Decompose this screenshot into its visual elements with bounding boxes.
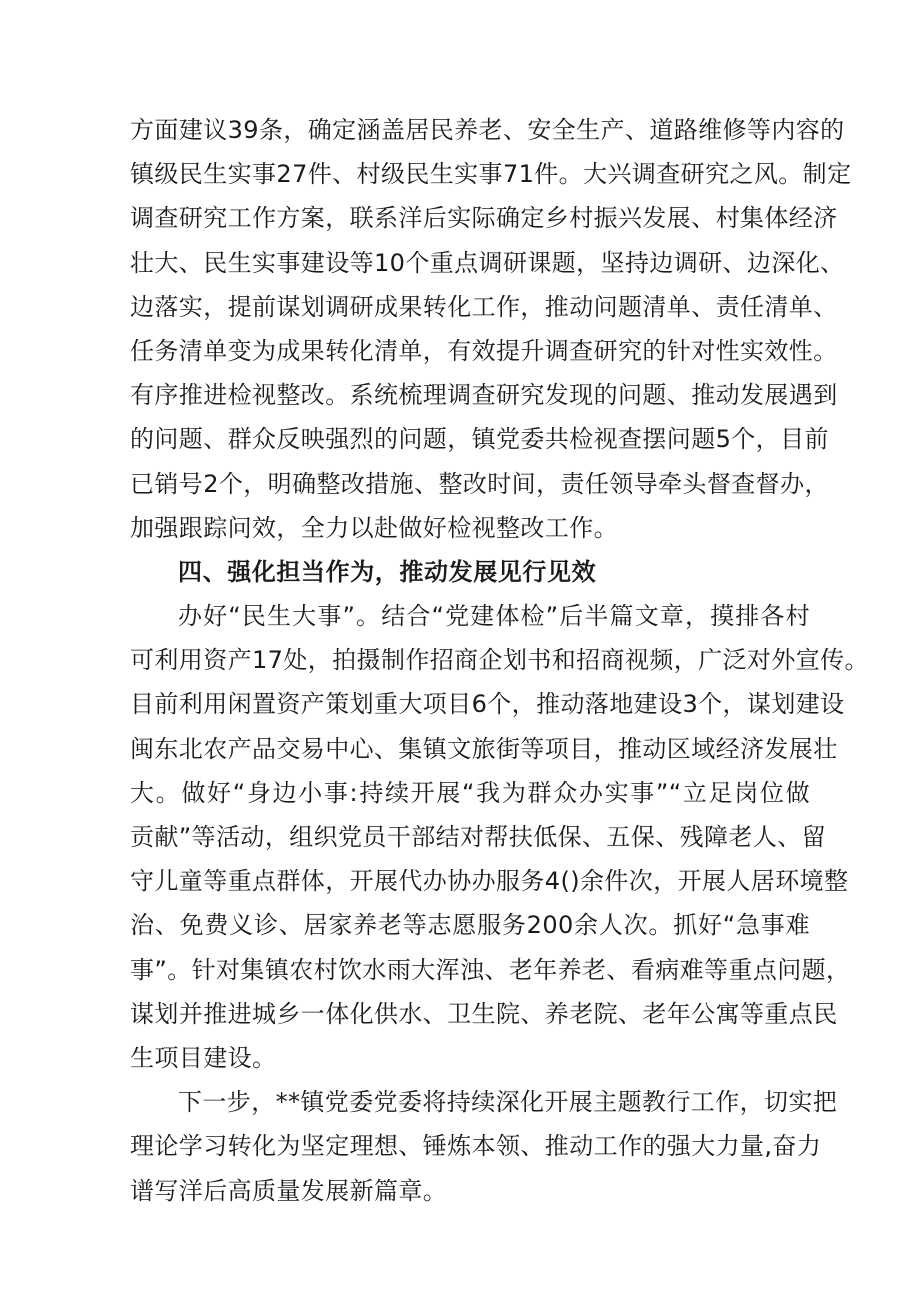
text-line: 治、免费义诊、居家养老等志愿服务200余人次。抓好“急事难 xyxy=(130,911,810,940)
text-line: 的问题、群众反映强烈的问题，镇党委共检视查摆问题5个，目前 xyxy=(130,425,829,454)
section-heading: 四、强化担当作为，推动发展见行见效 xyxy=(178,557,597,586)
text-line: 理论学习转化为坚定理想、锤炼本领、推动工作的强大力量,奋力 xyxy=(130,1132,822,1161)
text-line: 方面建议39条，确定涵盖居民养老、安全生产、道路维修等内容的 xyxy=(130,116,845,144)
text-line: 边落实，提前谋划调研成果转化工作，推动问题清单、责任清单、 xyxy=(130,292,838,321)
text-line: 可利用资产17处，拍摄制作招商企划书和招商视频，广泛对外宣传。 xyxy=(130,646,869,675)
text-line: 壮大、民生实事建设等10个重点调研课题，坚持边调研、边深化、 xyxy=(130,248,845,277)
text-line: 生项目建设。 xyxy=(130,1043,277,1072)
text-line: 目前利用闲置资产策划重大项目6个，推动落地建设3个，谋划建设 xyxy=(130,690,845,719)
text-line: 办好“民生大事”。结合“党建体检”后半篇文章，摸排各村 xyxy=(178,602,810,631)
text-line: 有序推进检视整改。系统梳理调查研究发现的问题、推动发展遇到 xyxy=(130,381,838,410)
text-line: 大。做好“身边小事:持续开展“我为群众办实事”“立足岗位做 xyxy=(130,778,810,807)
text-line: 镇级民生实事27件、村级民生实事71件。大兴调查研究之风。制定 xyxy=(130,160,852,189)
text-line: 谱写洋后高质量发展新篇章。 xyxy=(130,1176,448,1205)
document-body xyxy=(130,108,869,1213)
text-line: 加强跟踪问效，全力以赴做好检视整改工作。 xyxy=(130,513,618,542)
text-line: 守儿童等重点群体，开展代办协办服务4()余件次，开展人居环境整 xyxy=(130,867,849,896)
text-line: 下一步，**镇党委党委将持续深化开展主题教行工作，切实把 xyxy=(178,1088,838,1117)
text-line: 贡献”等活动，组织党员干部结对帮扶低保、五保、残障老人、留 xyxy=(130,823,827,851)
text-line: 闽东北农产品交易中心、集镇文旅街等项目，推动区域经济发展壮 xyxy=(130,734,838,763)
text-line: 事”。针对集镇农村饮水雨大浑浊、老年养老、看病难等重点问题， xyxy=(130,955,851,984)
text-line: 调查研究工作方案，联系洋后实际确定乡村振兴发展、村集体经济 xyxy=(130,204,838,233)
text-line: 任务清单变为成果转化清单，有效提升调查研究的针对性实效性。 xyxy=(130,336,838,365)
text-line: 谋划并推进城乡一体化供水、卫生院、养老院、老年公寓等重点民 xyxy=(130,999,838,1028)
text-line: 已销号2个，明确整改措施、整改时间，责任领导牵头督查督办， xyxy=(130,469,829,498)
